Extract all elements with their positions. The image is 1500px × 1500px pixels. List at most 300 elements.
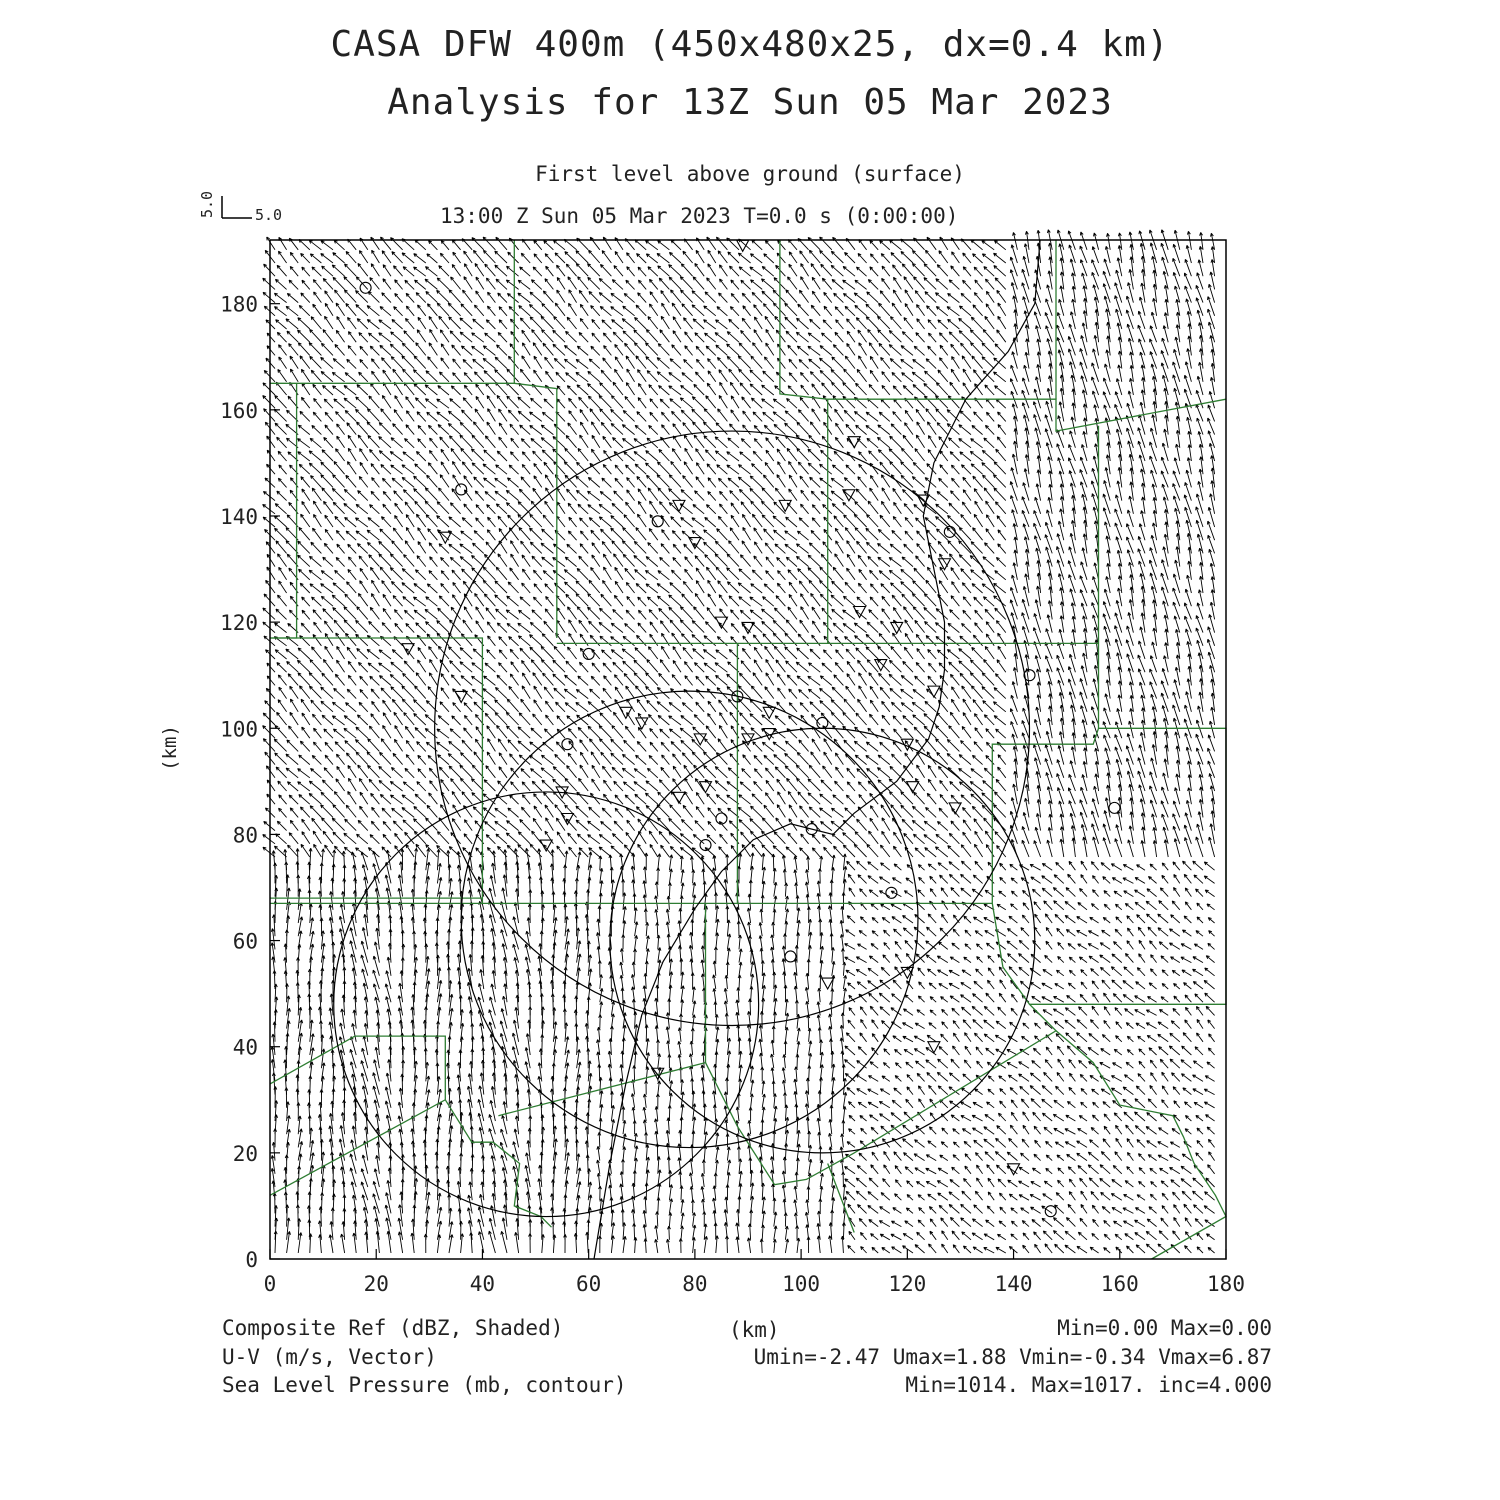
wind-vector <box>808 689 820 698</box>
wind-vector <box>918 968 925 976</box>
wind-vector <box>298 648 310 659</box>
wind-vector <box>1032 996 1041 1002</box>
wind-vector <box>738 807 750 817</box>
wind-vector <box>1148 1155 1156 1161</box>
wind-vector <box>847 782 855 791</box>
wind-vector <box>942 901 948 910</box>
wind-vector <box>904 891 913 897</box>
wind-vector <box>913 715 925 725</box>
wind-vector <box>1042 983 1052 989</box>
wind-vector <box>545 584 554 593</box>
wind-vector <box>278 781 287 791</box>
wind-vector <box>588 726 600 738</box>
wind-vector <box>656 922 659 936</box>
wind-vector <box>335 742 345 752</box>
wind-vector <box>613 712 623 725</box>
wind-vector <box>1184 1204 1192 1213</box>
wind-vector <box>882 609 890 620</box>
wind-vector <box>962 1007 972 1015</box>
wind-vector <box>1126 1023 1133 1029</box>
wind-vector <box>882 917 890 923</box>
wind-vector <box>603 580 612 593</box>
wind-vector <box>588 594 600 607</box>
wind-vector <box>739 962 742 976</box>
wind-vector <box>1000 863 1006 870</box>
wind-vector <box>522 464 530 474</box>
wind-vector <box>988 1178 994 1187</box>
wind-vector <box>1124 967 1134 976</box>
wind-vector <box>464 703 472 712</box>
wind-vector <box>860 1033 867 1042</box>
wind-vector <box>484 780 495 791</box>
wind-vector <box>822 608 832 619</box>
wind-vector <box>950 957 959 963</box>
wind-vector <box>985 646 994 659</box>
wind-vector <box>345 633 356 646</box>
wind-vector <box>784 1213 787 1227</box>
wind-vector <box>614 675 623 686</box>
wind-vector <box>1172 970 1180 976</box>
wind-vector <box>1152 642 1157 659</box>
wind-vector <box>309 556 321 566</box>
wind-vector <box>993 702 1005 712</box>
wind-vector <box>854 514 866 527</box>
wind-vector <box>890 766 902 778</box>
wind-vector <box>903 1036 913 1042</box>
wind-vector <box>824 752 832 765</box>
wind-vector <box>371 689 379 699</box>
wind-vector <box>611 637 623 646</box>
wind-vector <box>856 1191 866 1200</box>
wind-vector <box>951 596 959 607</box>
wind-vector <box>569 620 577 633</box>
wind-vector <box>591 530 600 540</box>
wind-vector <box>889 557 901 566</box>
wind-vector <box>646 673 658 686</box>
wind-vector <box>994 805 1006 818</box>
wind-vector <box>634 541 646 553</box>
wind-vector <box>615 465 623 474</box>
wind-vector <box>785 1239 788 1253</box>
wind-vector <box>661 845 670 857</box>
wind-vector <box>720 834 728 844</box>
wind-vector <box>614 595 623 606</box>
wind-vector <box>325 515 333 527</box>
wind-vector <box>395 503 403 514</box>
wind-vector <box>1150 941 1157 950</box>
wind-vector <box>693 1213 696 1227</box>
wind-vector <box>309 570 321 580</box>
wind-vector <box>926 1060 936 1068</box>
wind-vector <box>1042 997 1052 1003</box>
wind-vector <box>858 782 866 791</box>
wind-vector <box>715 541 727 553</box>
wind-vector <box>800 703 809 712</box>
wind-vector <box>715 451 727 461</box>
wind-vector <box>625 726 634 738</box>
wind-vector <box>580 740 589 752</box>
wind-vector <box>871 1165 879 1174</box>
wind-vector <box>650 622 658 633</box>
wind-vector <box>928 765 936 778</box>
wind-vector <box>400 1142 403 1161</box>
wind-vector <box>1009 1194 1017 1200</box>
wind-vector <box>901 448 913 461</box>
wind-vector <box>367 530 379 540</box>
wind-vector <box>939 808 948 817</box>
wind-vector <box>284 849 287 870</box>
wind-vector <box>708 821 716 830</box>
wind-vector <box>776 660 786 672</box>
wind-vector <box>544 462 554 474</box>
wind-vector <box>996 1247 1006 1253</box>
wind-vector <box>1077 1020 1087 1029</box>
wind-vector <box>984 1034 994 1042</box>
wind-vector <box>426 848 430 870</box>
wind-vector <box>673 754 682 765</box>
wind-vector <box>634 908 637 923</box>
wind-vector <box>1197 1033 1204 1042</box>
wind-vector <box>487 752 495 765</box>
wind-vector <box>1044 1181 1052 1187</box>
wind-vector <box>1010 864 1018 870</box>
wind-vector <box>1147 1035 1156 1041</box>
wind-vector <box>521 541 531 553</box>
wind-vector <box>1058 956 1064 962</box>
wind-vector <box>1127 1152 1133 1160</box>
wind-vector <box>843 623 855 632</box>
wind-vector <box>425 729 437 739</box>
wind-vector <box>928 779 936 791</box>
wind-vector <box>1127 928 1133 936</box>
wind-vector <box>508 808 519 817</box>
wind-vector <box>901 462 913 475</box>
wind-vector <box>905 620 913 633</box>
wind-vector <box>545 475 553 488</box>
wind-vector <box>924 821 936 830</box>
wind-vector <box>773 868 776 883</box>
wind-vector <box>778 462 786 475</box>
wind-vector <box>496 834 507 844</box>
wind-vector <box>626 502 635 514</box>
wind-vector <box>1019 1062 1029 1069</box>
wind-vector <box>309 793 321 804</box>
wind-vector <box>952 901 959 910</box>
wind-vector <box>844 478 855 488</box>
wind-vector <box>786 847 797 857</box>
wind-vector <box>646 584 658 593</box>
wind-vector <box>872 1247 878 1253</box>
wind-vector <box>717 637 727 646</box>
wind-vector <box>1035 827 1041 844</box>
wind-vector <box>1000 877 1006 883</box>
wind-vector <box>1116 1036 1122 1042</box>
wind-vector <box>752 464 763 475</box>
wind-vector <box>794 1186 797 1200</box>
wind-vector <box>438 716 449 726</box>
wind-vector <box>1081 875 1087 884</box>
wind-vector <box>1125 903 1133 909</box>
wind-vector <box>344 607 356 620</box>
wind-vector <box>452 570 461 580</box>
wind-vector <box>975 501 983 514</box>
wind-vector <box>739 673 750 685</box>
wind-vector <box>452 716 461 725</box>
wind-vector <box>312 647 322 659</box>
wind-vector <box>1089 1033 1099 1041</box>
wind-vector <box>531 660 542 673</box>
wind-vector <box>464 607 472 620</box>
wind-vector <box>534 686 542 699</box>
wind-vector <box>812 835 820 844</box>
wind-vector <box>986 501 995 514</box>
wind-vector <box>681 1213 684 1227</box>
wind-vector <box>1019 1181 1030 1187</box>
wind-vector <box>620 949 623 963</box>
wind-vector <box>392 699 402 712</box>
wind-vector <box>649 528 658 540</box>
wind-vector <box>1036 484 1041 501</box>
wind-vector <box>1032 1220 1041 1227</box>
wind-vector <box>371 714 380 725</box>
wind-vector <box>300 741 310 751</box>
wind-vector <box>1090 1020 1098 1029</box>
wind-vector <box>996 942 1006 949</box>
wind-vector <box>963 597 971 607</box>
wind-vector <box>528 982 531 1003</box>
wind-vector <box>267 554 275 566</box>
wind-vector <box>974 1140 983 1147</box>
wind-vector <box>832 834 844 844</box>
wind-vector <box>1011 1100 1017 1108</box>
wind-vector <box>1031 1182 1041 1188</box>
wind-vector <box>325 755 333 765</box>
wind-vector <box>1007 941 1018 950</box>
wind-vector <box>554 462 565 475</box>
wind-vector <box>797 648 809 659</box>
wind-vector <box>1030 982 1040 989</box>
wind-vector <box>706 505 715 514</box>
wind-vector <box>1173 862 1180 870</box>
wind-vector <box>403 452 414 461</box>
wind-vector <box>940 780 948 791</box>
wind-vector <box>890 688 902 698</box>
wind-vector <box>881 863 890 870</box>
wind-vector <box>1069 1087 1076 1094</box>
wind-vector <box>473 580 484 593</box>
wind-vector <box>870 488 879 501</box>
wind-vector <box>417 556 426 567</box>
wind-vector <box>1011 891 1017 897</box>
wind-vector <box>971 570 983 580</box>
wind-vector <box>290 712 298 725</box>
wind-vector <box>808 1173 811 1187</box>
wind-vector <box>997 742 1006 751</box>
wind-vector <box>856 713 867 725</box>
wind-vector <box>1139 1049 1145 1055</box>
wind-vector <box>483 689 495 699</box>
wind-vector <box>774 646 785 659</box>
wind-vector <box>725 975 728 989</box>
wind-vector <box>835 662 843 672</box>
wind-vector <box>402 808 414 818</box>
wind-vector <box>1127 1139 1133 1148</box>
wind-vector <box>881 1126 890 1134</box>
wind-vector <box>438 608 449 619</box>
wind-vector <box>831 700 843 712</box>
wind-vector <box>871 904 878 910</box>
wind-vector <box>453 703 461 712</box>
wind-vector <box>762 609 774 619</box>
wind-vector <box>1112 878 1122 884</box>
wind-vector <box>379 451 391 461</box>
wind-vector <box>314 728 322 738</box>
wind-vector <box>503 1060 507 1082</box>
wind-vector <box>1172 1073 1180 1082</box>
wind-vector <box>930 889 936 897</box>
wind-vector <box>941 888 948 897</box>
wind-vector <box>986 1048 995 1055</box>
wind-vector <box>986 515 994 527</box>
wind-vector <box>1135 878 1145 884</box>
wind-vector <box>322 450 333 461</box>
wind-vector <box>290 808 298 818</box>
wind-vector <box>941 914 947 923</box>
wind-vector <box>1193 1178 1203 1187</box>
wind-vector <box>448 647 460 659</box>
wind-vector <box>1080 1218 1087 1226</box>
wind-vector <box>1195 1219 1203 1227</box>
wind-vector <box>974 597 983 606</box>
wind-vector <box>996 449 1006 461</box>
wind-vector <box>337 766 345 777</box>
wind-vector <box>1056 970 1063 976</box>
wind-vector <box>878 529 890 540</box>
wind-vector <box>383 821 391 830</box>
wind-vector <box>314 514 322 527</box>
wind-vector <box>669 716 681 725</box>
wind-vector <box>333 583 345 593</box>
wind-vector <box>935 623 947 633</box>
wind-vector <box>1031 954 1041 962</box>
wind-vector <box>496 504 507 514</box>
wind-vector <box>847 768 855 778</box>
wind-vector <box>998 544 1006 554</box>
wind-vector <box>541 659 553 672</box>
wind-vector <box>300 636 310 646</box>
wind-vector <box>568 503 577 514</box>
wind-vector <box>738 465 750 475</box>
wind-vector <box>426 622 438 633</box>
wind-vector <box>406 845 414 857</box>
wind-vector <box>764 529 774 540</box>
wind-vector <box>1206 1234 1214 1240</box>
wind-vector <box>859 673 867 686</box>
wind-vector <box>741 502 751 514</box>
wind-vector <box>414 489 426 501</box>
wind-vector <box>299 686 309 699</box>
wind-vector <box>1173 1087 1180 1095</box>
wind-vector <box>1149 1048 1157 1055</box>
wind-vector <box>765 462 774 474</box>
wind-vector <box>878 780 890 791</box>
wind-vector <box>937 1072 948 1081</box>
wind-vector <box>895 1166 901 1174</box>
wind-vector <box>708 491 716 500</box>
wind-vector <box>785 883 788 897</box>
wind-vector <box>926 1181 936 1187</box>
wind-vector <box>750 831 762 844</box>
wind-vector <box>403 782 414 791</box>
wind-vector <box>1089 956 1099 963</box>
wind-vector <box>985 931 994 937</box>
wind-vector <box>655 896 658 910</box>
wind-vector <box>985 609 994 619</box>
wind-vector <box>762 488 774 501</box>
wind-vector <box>1030 1086 1041 1095</box>
wind-vector <box>789 475 797 487</box>
wind-vector <box>682 703 692 712</box>
wind-vector <box>579 778 589 791</box>
wind-vector <box>831 947 834 962</box>
wind-vector <box>880 1007 890 1016</box>
wind-vector <box>912 593 924 606</box>
wind-vector <box>891 1234 902 1240</box>
wind-vector <box>1045 1244 1052 1253</box>
wind-vector <box>718 581 728 593</box>
wind-vector <box>555 754 565 764</box>
wind-vector <box>720 491 728 500</box>
wind-vector <box>972 1115 983 1121</box>
wind-vector <box>612 541 623 554</box>
wind-vector <box>597 1146 600 1160</box>
wind-vector <box>963 699 971 712</box>
wind-vector <box>822 663 832 672</box>
wind-vector <box>325 845 333 857</box>
wind-vector <box>1054 901 1064 910</box>
wind-vector <box>1057 1072 1064 1081</box>
wind-vector <box>520 597 530 606</box>
wind-vector <box>1067 1101 1075 1107</box>
wind-vector <box>655 882 658 897</box>
wind-vector <box>322 715 333 725</box>
wind-vector <box>658 715 669 725</box>
wind-vector <box>1123 865 1133 871</box>
wind-vector <box>905 517 913 527</box>
wind-vector <box>1031 1099 1041 1108</box>
wind-vector <box>997 660 1006 673</box>
wind-vector <box>801 607 809 620</box>
wind-vector <box>952 1167 960 1174</box>
wind-vector <box>646 686 658 698</box>
wind-vector <box>974 714 982 726</box>
wind-vector <box>553 544 565 553</box>
wind-vector <box>623 1120 626 1134</box>
wind-vector <box>977 1178 983 1187</box>
wind-vector <box>906 878 913 884</box>
wind-vector <box>1174 1205 1180 1214</box>
wind-vector <box>994 716 1006 725</box>
wind-vector <box>939 984 948 990</box>
wind-vector <box>972 1219 982 1227</box>
wind-vector <box>324 543 333 553</box>
wind-vector <box>785 753 797 764</box>
wind-vector <box>615 567 623 580</box>
wind-vector <box>668 883 671 897</box>
wind-vector <box>662 755 670 765</box>
wind-vector <box>506 503 518 514</box>
wind-vector <box>685 778 693 791</box>
